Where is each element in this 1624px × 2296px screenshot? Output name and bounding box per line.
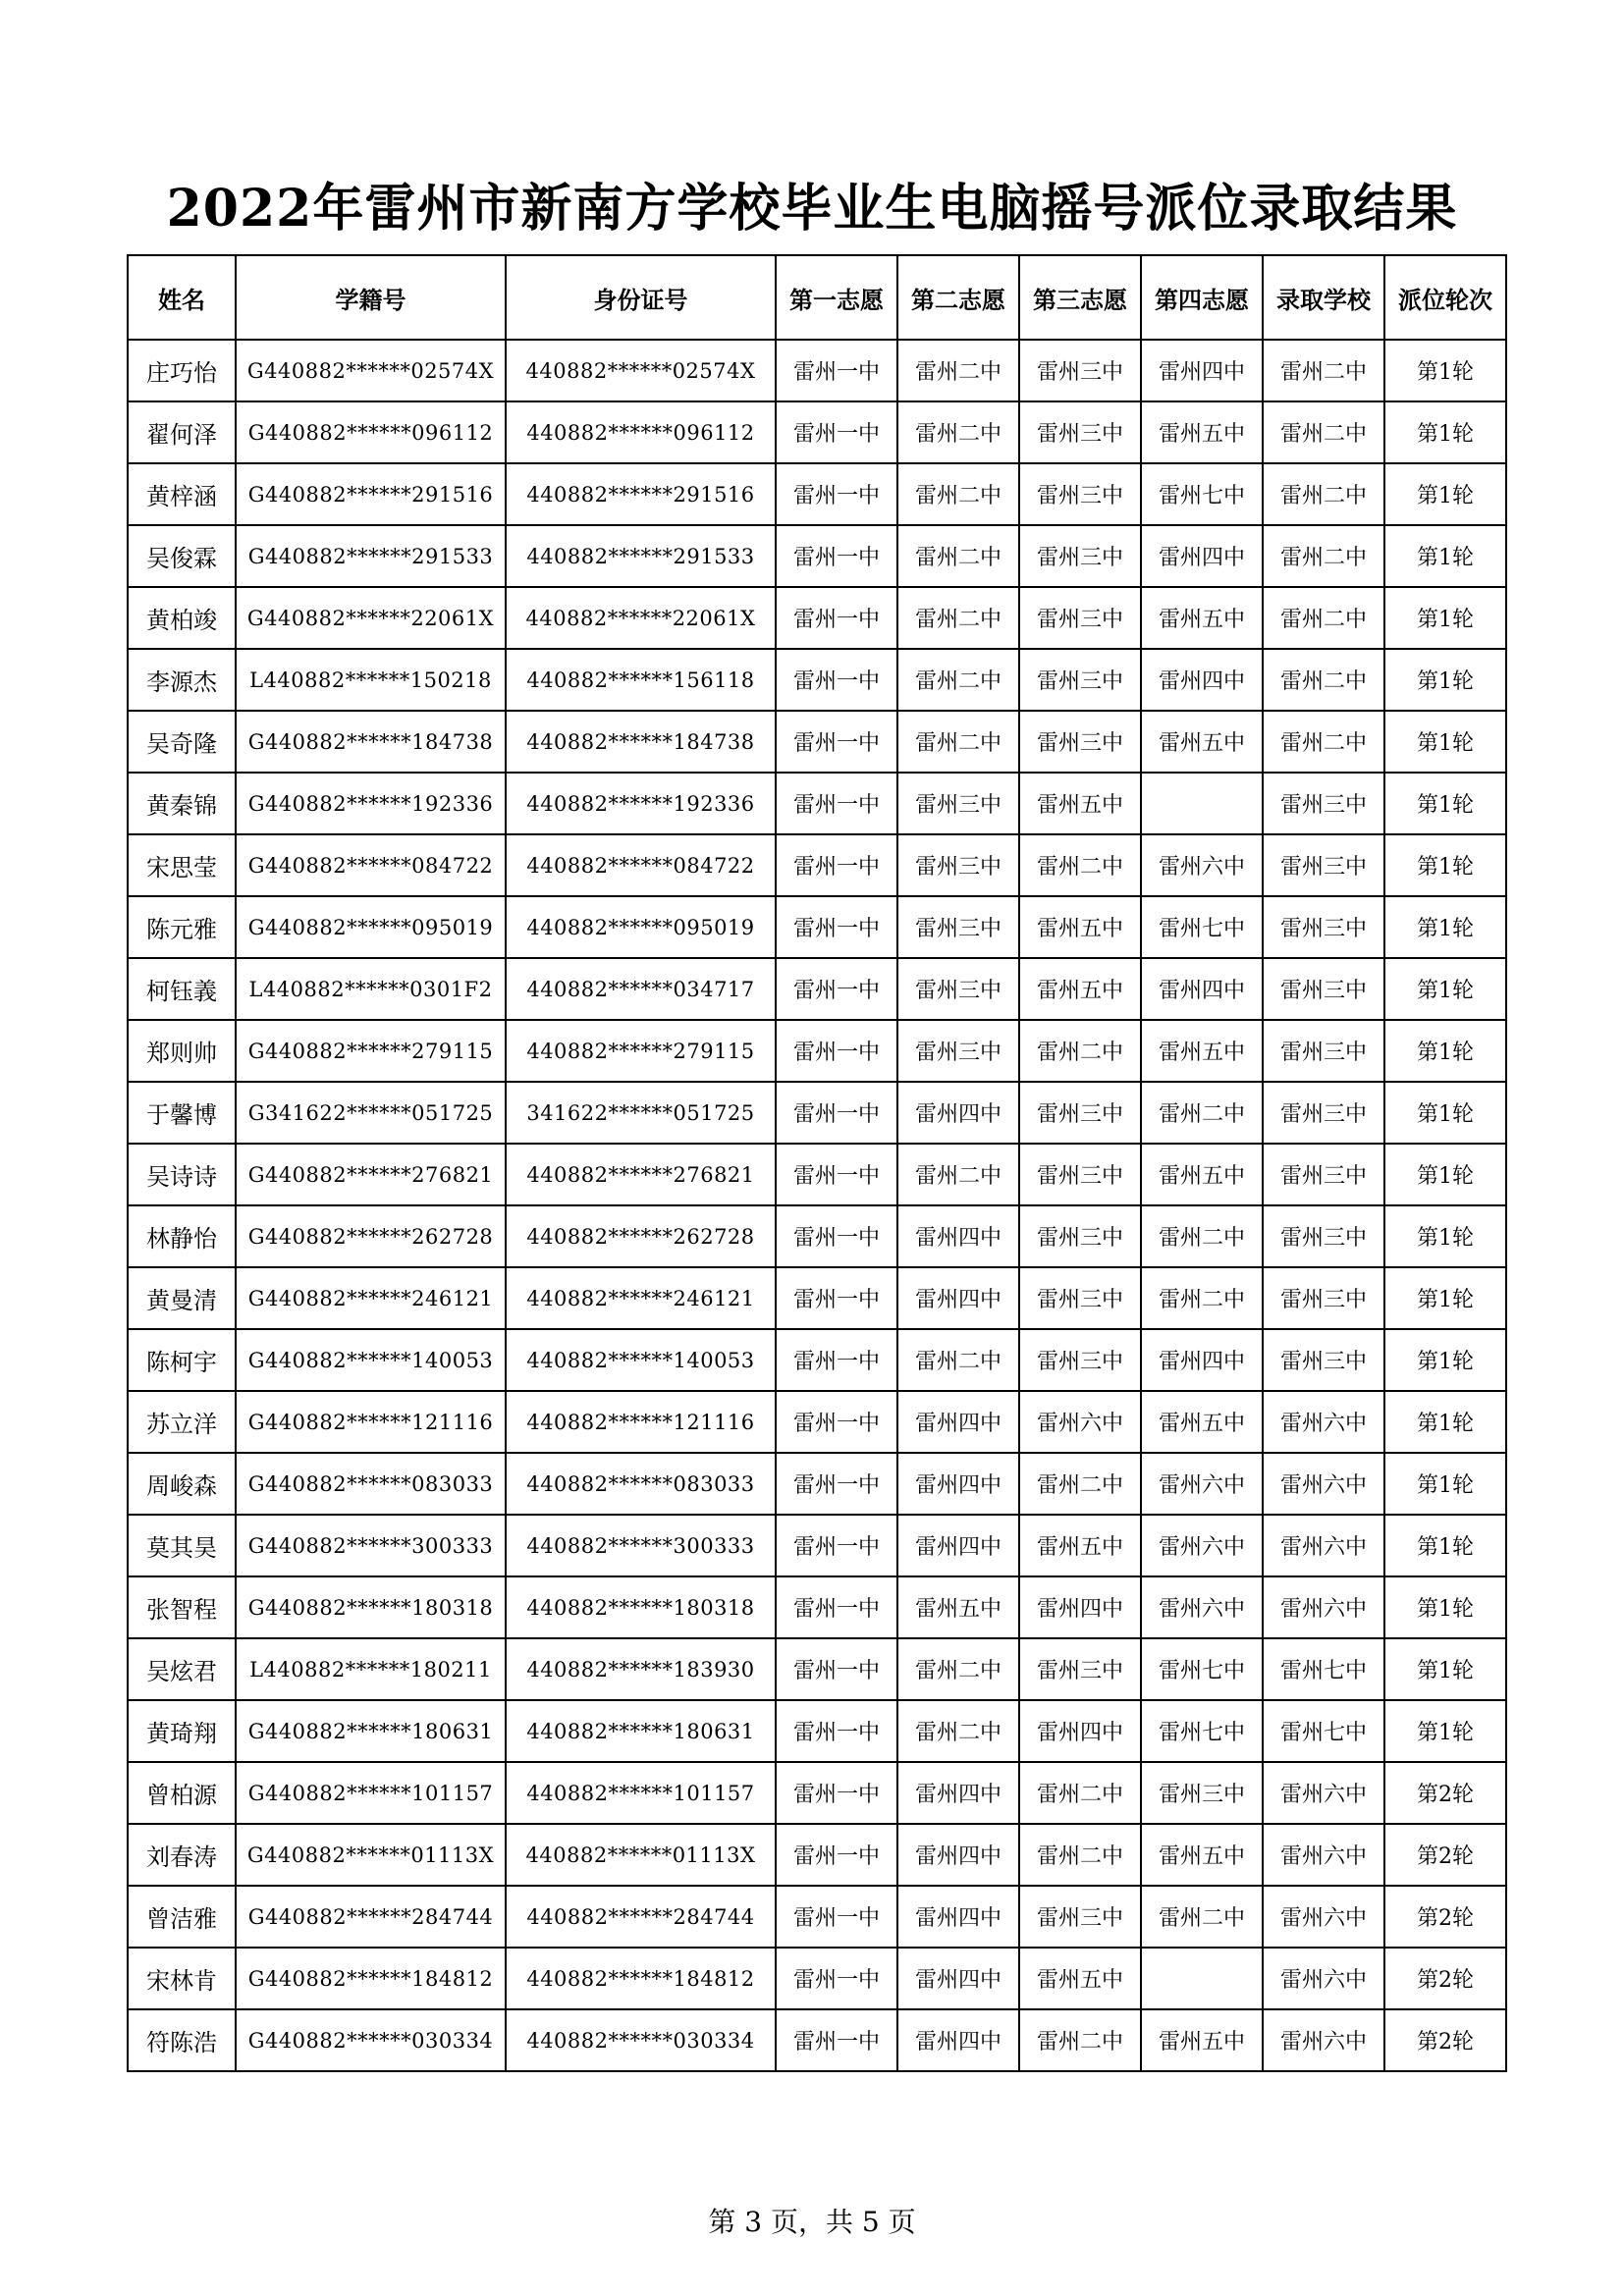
column-header-choice-2: 第二志愿 — [897, 255, 1019, 340]
column-header-national-id: 身份证号 — [506, 255, 776, 340]
cell-choice-4: 雷州二中 — [1141, 1205, 1263, 1267]
cell-choice-2: 雷州二中 — [897, 711, 1019, 773]
cell-choice-1: 雷州一中 — [776, 340, 897, 401]
cell-admitted-school: 雷州三中 — [1263, 773, 1384, 834]
cell-choice-4: 雷州七中 — [1141, 1638, 1263, 1700]
cell-admitted-school: 雷州七中 — [1263, 1638, 1384, 1700]
cell-choice-3: 雷州三中 — [1019, 1205, 1141, 1267]
cell-choice-1: 雷州一中 — [776, 1700, 897, 1762]
cell-choice-3: 雷州三中 — [1019, 711, 1141, 773]
table-row — [128, 896, 1506, 958]
cell-national-id: 440882******156118 — [506, 649, 776, 711]
cell-admitted-school: 雷州二中 — [1263, 711, 1384, 773]
cell-round: 第1轮 — [1384, 711, 1506, 773]
cell-national-id: 440882******22061X — [506, 587, 776, 649]
cell-admitted-school: 雷州六中 — [1263, 1453, 1384, 1515]
cell-student-id: G440882******121116 — [236, 1391, 506, 1453]
cell-admitted-school: 雷州六中 — [1263, 1948, 1384, 2009]
cell-national-id: 440882******291516 — [506, 463, 776, 525]
cell-choice-2: 雷州四中 — [897, 1824, 1019, 1886]
cell-choice-2: 雷州二中 — [897, 401, 1019, 463]
cell-choice-2: 雷州三中 — [897, 773, 1019, 834]
column-header-admitted-school: 录取学校 — [1263, 255, 1384, 340]
cell-choice-4: 雷州四中 — [1141, 958, 1263, 1020]
table-row — [128, 1886, 1506, 1948]
cell-choice-2: 雷州五中 — [897, 1576, 1019, 1638]
cell-choice-2: 雷州二中 — [897, 1638, 1019, 1700]
cell-national-id: 440882******096112 — [506, 401, 776, 463]
cell-choice-1: 雷州一中 — [776, 1205, 897, 1267]
page-title: 2022年雷州市新南方学校毕业生电脑摇号派位录取结果 — [166, 179, 1458, 239]
cell-admitted-school: 雷州三中 — [1263, 958, 1384, 1020]
cell-name: 庄巧怡 — [128, 340, 236, 401]
cell-choice-3: 雷州四中 — [1019, 1700, 1141, 1762]
cell-choice-2: 雷州二中 — [897, 340, 1019, 401]
table-body — [128, 340, 1506, 2071]
cell-national-id: 341622******051725 — [506, 1082, 776, 1144]
cell-name: 曾柏源 — [128, 1762, 236, 1824]
cell-student-id: G440882******300333 — [236, 1515, 506, 1576]
cell-choice-4: 雷州五中 — [1141, 1391, 1263, 1453]
cell-choice-4: 雷州六中 — [1141, 1453, 1263, 1515]
cell-admitted-school: 雷州二中 — [1263, 525, 1384, 587]
cell-national-id: 440882******300333 — [506, 1515, 776, 1576]
cell-student-id: G440882******291516 — [236, 463, 506, 525]
cell-choice-1: 雷州一中 — [776, 1576, 897, 1638]
cell-choice-1: 雷州一中 — [776, 1267, 897, 1329]
cell-choice-1: 雷州一中 — [776, 958, 897, 1020]
cell-admitted-school: 雷州六中 — [1263, 1515, 1384, 1576]
cell-choice-2: 雷州三中 — [897, 834, 1019, 896]
cell-national-id: 440882******180318 — [506, 1576, 776, 1638]
cell-admitted-school: 雷州三中 — [1263, 1144, 1384, 1205]
cell-round: 第1轮 — [1384, 525, 1506, 587]
cell-national-id: 440882******101157 — [506, 1762, 776, 1824]
table-row — [128, 1700, 1506, 1762]
cell-student-id: G440882******22061X — [236, 587, 506, 649]
cell-choice-4: 雷州六中 — [1141, 1515, 1263, 1576]
cell-choice-2: 雷州二中 — [897, 525, 1019, 587]
cell-student-id: G341622******051725 — [236, 1082, 506, 1144]
cell-national-id: 440882******02574X — [506, 340, 776, 401]
cell-choice-4: 雷州五中 — [1141, 1144, 1263, 1205]
cell-name: 黄秦锦 — [128, 773, 236, 834]
cell-national-id: 440882******083033 — [506, 1453, 776, 1515]
cell-choice-4: 雷州五中 — [1141, 711, 1263, 773]
table-header-row — [128, 255, 1506, 340]
cell-choice-3: 雷州五中 — [1019, 958, 1141, 1020]
cell-choice-3: 雷州三中 — [1019, 340, 1141, 401]
cell-name: 柯钰義 — [128, 958, 236, 1020]
cell-choice-2: 雷州三中 — [897, 1020, 1019, 1082]
cell-student-id: G440882******096112 — [236, 401, 506, 463]
cell-name: 莫其昊 — [128, 1515, 236, 1576]
cell-round: 第1轮 — [1384, 463, 1506, 525]
cell-choice-2: 雷州四中 — [897, 1948, 1019, 2009]
cell-choice-3: 雷州二中 — [1019, 2009, 1141, 2071]
cell-name: 宋思莹 — [128, 834, 236, 896]
cell-admitted-school: 雷州六中 — [1263, 1762, 1384, 1824]
cell-choice-4 — [1141, 773, 1263, 834]
cell-choice-2: 雷州二中 — [897, 649, 1019, 711]
table-row — [128, 525, 1506, 587]
cell-choice-1: 雷州一中 — [776, 711, 897, 773]
cell-choice-1: 雷州一中 — [776, 896, 897, 958]
cell-round: 第2轮 — [1384, 1762, 1506, 1824]
cell-name: 曾洁雅 — [128, 1886, 236, 1948]
cell-choice-3: 雷州二中 — [1019, 1762, 1141, 1824]
cell-choice-4: 雷州七中 — [1141, 463, 1263, 525]
cell-choice-1: 雷州一中 — [776, 834, 897, 896]
cell-round: 第1轮 — [1384, 1020, 1506, 1082]
cell-choice-3: 雷州四中 — [1019, 1576, 1141, 1638]
cell-student-id: G440882******284744 — [236, 1886, 506, 1948]
cell-round: 第1轮 — [1384, 1144, 1506, 1205]
cell-admitted-school: 雷州三中 — [1263, 1020, 1384, 1082]
cell-choice-1: 雷州一中 — [776, 1144, 897, 1205]
cell-choice-1: 雷州一中 — [776, 1391, 897, 1453]
cell-choice-1: 雷州一中 — [776, 773, 897, 834]
cell-choice-3: 雷州三中 — [1019, 1638, 1141, 1700]
cell-student-id: G440882******184812 — [236, 1948, 506, 2009]
cell-choice-3: 雷州六中 — [1019, 1391, 1141, 1453]
cell-admitted-school: 雷州三中 — [1263, 834, 1384, 896]
cell-choice-3: 雷州三中 — [1019, 525, 1141, 587]
table-row — [128, 340, 1506, 401]
cell-name: 李源杰 — [128, 649, 236, 711]
cell-admitted-school: 雷州六中 — [1263, 1391, 1384, 1453]
cell-choice-2: 雷州二中 — [897, 1144, 1019, 1205]
table-row — [128, 711, 1506, 773]
cell-student-id: G440882******180631 — [236, 1700, 506, 1762]
cell-name: 苏立洋 — [128, 1391, 236, 1453]
table-row — [128, 1638, 1506, 1700]
cell-national-id: 440882******284744 — [506, 1886, 776, 1948]
table-row — [128, 1515, 1506, 1576]
cell-name: 吴炫君 — [128, 1638, 236, 1700]
cell-choice-3: 雷州二中 — [1019, 1020, 1141, 1082]
cell-choice-1: 雷州一中 — [776, 525, 897, 587]
cell-national-id: 440882******184738 — [506, 711, 776, 773]
cell-student-id: L440882******180211 — [236, 1638, 506, 1700]
cell-name: 吴俊霖 — [128, 525, 236, 587]
cell-round: 第1轮 — [1384, 1576, 1506, 1638]
cell-choice-2: 雷州四中 — [897, 1205, 1019, 1267]
admission-results-table — [127, 254, 1507, 2072]
cell-national-id: 440882******140053 — [506, 1329, 776, 1391]
cell-choice-3: 雷州三中 — [1019, 401, 1141, 463]
cell-choice-4: 雷州六中 — [1141, 1576, 1263, 1638]
cell-choice-4: 雷州五中 — [1141, 587, 1263, 649]
cell-choice-3: 雷州三中 — [1019, 1082, 1141, 1144]
cell-admitted-school: 雷州三中 — [1263, 1329, 1384, 1391]
cell-choice-3: 雷州三中 — [1019, 587, 1141, 649]
cell-choice-2: 雷州二中 — [897, 1700, 1019, 1762]
cell-choice-2: 雷州四中 — [897, 1082, 1019, 1144]
cell-name: 黄琦翔 — [128, 1700, 236, 1762]
cell-name: 黄梓涵 — [128, 463, 236, 525]
cell-student-id: G440882******030334 — [236, 2009, 506, 2071]
table-row — [128, 834, 1506, 896]
cell-admitted-school: 雷州六中 — [1263, 1576, 1384, 1638]
cell-choice-4: 雷州五中 — [1141, 1824, 1263, 1886]
table-row — [128, 1453, 1506, 1515]
cell-national-id: 440882******246121 — [506, 1267, 776, 1329]
table-row — [128, 401, 1506, 463]
cell-student-id: G440882******180318 — [236, 1576, 506, 1638]
cell-student-id: G440882******02574X — [236, 340, 506, 401]
cell-name: 黄柏竣 — [128, 587, 236, 649]
cell-round: 第1轮 — [1384, 587, 1506, 649]
table-row — [128, 649, 1506, 711]
cell-round: 第2轮 — [1384, 2009, 1506, 2071]
cell-choice-1: 雷州一中 — [776, 1453, 897, 1515]
cell-choice-4: 雷州五中 — [1141, 401, 1263, 463]
cell-choice-1: 雷州一中 — [776, 1948, 897, 2009]
cell-student-id: G440882******246121 — [236, 1267, 506, 1329]
cell-student-id: G440882******140053 — [236, 1329, 506, 1391]
cell-admitted-school: 雷州二中 — [1263, 463, 1384, 525]
column-header-choice-3: 第三志愿 — [1019, 255, 1141, 340]
cell-choice-3: 雷州三中 — [1019, 1329, 1141, 1391]
cell-admitted-school: 雷州三中 — [1263, 1205, 1384, 1267]
table-row — [128, 1948, 1506, 2009]
column-header-choice-1: 第一志愿 — [776, 255, 897, 340]
cell-round: 第1轮 — [1384, 340, 1506, 401]
cell-name: 周峻森 — [128, 1453, 236, 1515]
cell-national-id: 440882******180631 — [506, 1700, 776, 1762]
cell-choice-4: 雷州三中 — [1141, 1762, 1263, 1824]
cell-round: 第1轮 — [1384, 834, 1506, 896]
cell-choice-2: 雷州三中 — [897, 896, 1019, 958]
cell-choice-3: 雷州三中 — [1019, 649, 1141, 711]
cell-name: 宋林肯 — [128, 1948, 236, 2009]
cell-choice-2: 雷州三中 — [897, 958, 1019, 1020]
cell-choice-3: 雷州三中 — [1019, 1886, 1141, 1948]
cell-student-id: G440882******01113X — [236, 1824, 506, 1886]
cell-round: 第1轮 — [1384, 1267, 1506, 1329]
cell-student-id: G440882******084722 — [236, 834, 506, 896]
cell-admitted-school: 雷州二中 — [1263, 340, 1384, 401]
cell-national-id: 440882******030334 — [506, 2009, 776, 2071]
cell-choice-1: 雷州一中 — [776, 1515, 897, 1576]
cell-choice-4: 雷州七中 — [1141, 896, 1263, 958]
cell-national-id: 440882******095019 — [506, 896, 776, 958]
cell-choice-1: 雷州一中 — [776, 401, 897, 463]
cell-choice-2: 雷州四中 — [897, 1762, 1019, 1824]
cell-round: 第1轮 — [1384, 896, 1506, 958]
cell-student-id: G440882******276821 — [236, 1144, 506, 1205]
cell-choice-3: 雷州五中 — [1019, 773, 1141, 834]
table-row — [128, 1267, 1506, 1329]
table-row — [128, 463, 1506, 525]
cell-choice-4: 雷州四中 — [1141, 649, 1263, 711]
cell-round: 第1轮 — [1384, 958, 1506, 1020]
cell-choice-2: 雷州四中 — [897, 1515, 1019, 1576]
cell-choice-1: 雷州一中 — [776, 1082, 897, 1144]
table-row — [128, 1824, 1506, 1886]
cell-name: 刘春涛 — [128, 1824, 236, 1886]
cell-choice-3: 雷州二中 — [1019, 834, 1141, 896]
cell-round: 第1轮 — [1384, 1453, 1506, 1515]
table-row — [128, 773, 1506, 834]
column-header-choice-4: 第四志愿 — [1141, 255, 1263, 340]
cell-admitted-school: 雷州二中 — [1263, 649, 1384, 711]
cell-student-id: G440882******192336 — [236, 773, 506, 834]
cell-national-id: 440882******084722 — [506, 834, 776, 896]
cell-round: 第1轮 — [1384, 649, 1506, 711]
cell-choice-3: 雷州五中 — [1019, 1515, 1141, 1576]
column-header-student-id: 学籍号 — [236, 255, 506, 340]
cell-name: 林静怡 — [128, 1205, 236, 1267]
cell-choice-4: 雷州二中 — [1141, 1082, 1263, 1144]
cell-round: 第2轮 — [1384, 1824, 1506, 1886]
cell-round: 第1轮 — [1384, 1515, 1506, 1576]
table-row — [128, 1329, 1506, 1391]
cell-name: 吴诗诗 — [128, 1144, 236, 1205]
cell-national-id: 440882******183930 — [506, 1638, 776, 1700]
cell-name: 符陈浩 — [128, 2009, 236, 2071]
cell-choice-3: 雷州五中 — [1019, 1948, 1141, 2009]
cell-admitted-school: 雷州二中 — [1263, 401, 1384, 463]
cell-round: 第1轮 — [1384, 401, 1506, 463]
cell-round: 第1轮 — [1384, 1329, 1506, 1391]
cell-national-id: 440882******262728 — [506, 1205, 776, 1267]
column-header-name: 姓名 — [128, 255, 236, 340]
cell-admitted-school: 雷州六中 — [1263, 1824, 1384, 1886]
cell-round: 第1轮 — [1384, 1638, 1506, 1700]
cell-choice-1: 雷州一中 — [776, 1824, 897, 1886]
cell-choice-1: 雷州一中 — [776, 1638, 897, 1700]
cell-student-id: G440882******279115 — [236, 1020, 506, 1082]
cell-name: 黄曼清 — [128, 1267, 236, 1329]
cell-choice-4 — [1141, 1948, 1263, 2009]
cell-student-id: G440882******095019 — [236, 896, 506, 958]
cell-round: 第2轮 — [1384, 1948, 1506, 2009]
cell-student-id: G440882******101157 — [236, 1762, 506, 1824]
cell-name: 郑则帅 — [128, 1020, 236, 1082]
cell-choice-4: 雷州二中 — [1141, 1267, 1263, 1329]
cell-name: 陈柯宇 — [128, 1329, 236, 1391]
cell-round: 第1轮 — [1384, 773, 1506, 834]
cell-choice-3: 雷州三中 — [1019, 463, 1141, 525]
cell-round: 第1轮 — [1384, 1205, 1506, 1267]
cell-choice-4: 雷州六中 — [1141, 834, 1263, 896]
cell-round: 第2轮 — [1384, 1886, 1506, 1948]
table-row — [128, 1144, 1506, 1205]
cell-choice-2: 雷州二中 — [897, 1329, 1019, 1391]
cell-admitted-school: 雷州二中 — [1263, 587, 1384, 649]
cell-student-id: G440882******291533 — [236, 525, 506, 587]
cell-choice-4: 雷州四中 — [1141, 1329, 1263, 1391]
cell-choice-2: 雷州四中 — [897, 2009, 1019, 2071]
cell-choice-1: 雷州一中 — [776, 1762, 897, 1824]
cell-name: 吴奇隆 — [128, 711, 236, 773]
cell-national-id: 440882******01113X — [506, 1824, 776, 1886]
table-row — [128, 1082, 1506, 1144]
cell-name: 于馨博 — [128, 1082, 236, 1144]
table-row — [128, 958, 1506, 1020]
cell-name: 张智程 — [128, 1576, 236, 1638]
column-header-round: 派位轮次 — [1384, 255, 1506, 340]
cell-national-id: 440882******192336 — [506, 773, 776, 834]
table-row — [128, 587, 1506, 649]
table-row — [128, 1762, 1506, 1824]
cell-choice-3: 雷州三中 — [1019, 1267, 1141, 1329]
cell-admitted-school: 雷州六中 — [1263, 1886, 1384, 1948]
cell-student-id: L440882******150218 — [236, 649, 506, 711]
table-row — [128, 1391, 1506, 1453]
cell-choice-4: 雷州二中 — [1141, 1886, 1263, 1948]
cell-name: 翟何泽 — [128, 401, 236, 463]
cell-admitted-school: 雷州三中 — [1263, 1082, 1384, 1144]
cell-choice-1: 雷州一中 — [776, 587, 897, 649]
cell-student-id: G440882******083033 — [236, 1453, 506, 1515]
cell-choice-2: 雷州四中 — [897, 1886, 1019, 1948]
cell-choice-4: 雷州四中 — [1141, 525, 1263, 587]
cell-choice-2: 雷州二中 — [897, 587, 1019, 649]
cell-national-id: 440882******034717 — [506, 958, 776, 1020]
cell-choice-4: 雷州五中 — [1141, 1020, 1263, 1082]
cell-round: 第1轮 — [1384, 1082, 1506, 1144]
cell-student-id: G440882******262728 — [236, 1205, 506, 1267]
table-row — [128, 1576, 1506, 1638]
cell-choice-1: 雷州一中 — [776, 1886, 897, 1948]
cell-name: 陈元雅 — [128, 896, 236, 958]
cell-national-id: 440882******279115 — [506, 1020, 776, 1082]
page-number: 第 3 页，共 5 页 — [708, 2206, 916, 2238]
cell-choice-1: 雷州一中 — [776, 649, 897, 711]
cell-choice-2: 雷州四中 — [897, 1267, 1019, 1329]
cell-national-id: 440882******291533 — [506, 525, 776, 587]
cell-choice-2: 雷州二中 — [897, 463, 1019, 525]
cell-choice-2: 雷州四中 — [897, 1453, 1019, 1515]
cell-round: 第1轮 — [1384, 1391, 1506, 1453]
cell-choice-1: 雷州一中 — [776, 2009, 897, 2071]
cell-choice-4: 雷州七中 — [1141, 1700, 1263, 1762]
cell-admitted-school: 雷州六中 — [1263, 2009, 1384, 2071]
cell-choice-3: 雷州五中 — [1019, 896, 1141, 958]
table-row — [128, 1020, 1506, 1082]
cell-choice-2: 雷州四中 — [897, 1391, 1019, 1453]
cell-national-id: 440882******121116 — [506, 1391, 776, 1453]
cell-choice-1: 雷州一中 — [776, 1020, 897, 1082]
cell-student-id: L440882******0301F2 — [236, 958, 506, 1020]
cell-choice-3: 雷州三中 — [1019, 1144, 1141, 1205]
table-row — [128, 1205, 1506, 1267]
cell-choice-1: 雷州一中 — [776, 1329, 897, 1391]
cell-choice-3: 雷州二中 — [1019, 1824, 1141, 1886]
cell-admitted-school: 雷州七中 — [1263, 1700, 1384, 1762]
cell-choice-4: 雷州五中 — [1141, 2009, 1263, 2071]
cell-student-id: G440882******184738 — [236, 711, 506, 773]
cell-national-id: 440882******276821 — [506, 1144, 776, 1205]
cell-choice-1: 雷州一中 — [776, 463, 897, 525]
cell-admitted-school: 雷州三中 — [1263, 896, 1384, 958]
cell-admitted-school: 雷州三中 — [1263, 1267, 1384, 1329]
cell-choice-3: 雷州二中 — [1019, 1453, 1141, 1515]
cell-national-id: 440882******184812 — [506, 1948, 776, 2009]
table-row — [128, 2009, 1506, 2071]
cell-choice-4: 雷州四中 — [1141, 340, 1263, 401]
cell-round: 第1轮 — [1384, 1700, 1506, 1762]
